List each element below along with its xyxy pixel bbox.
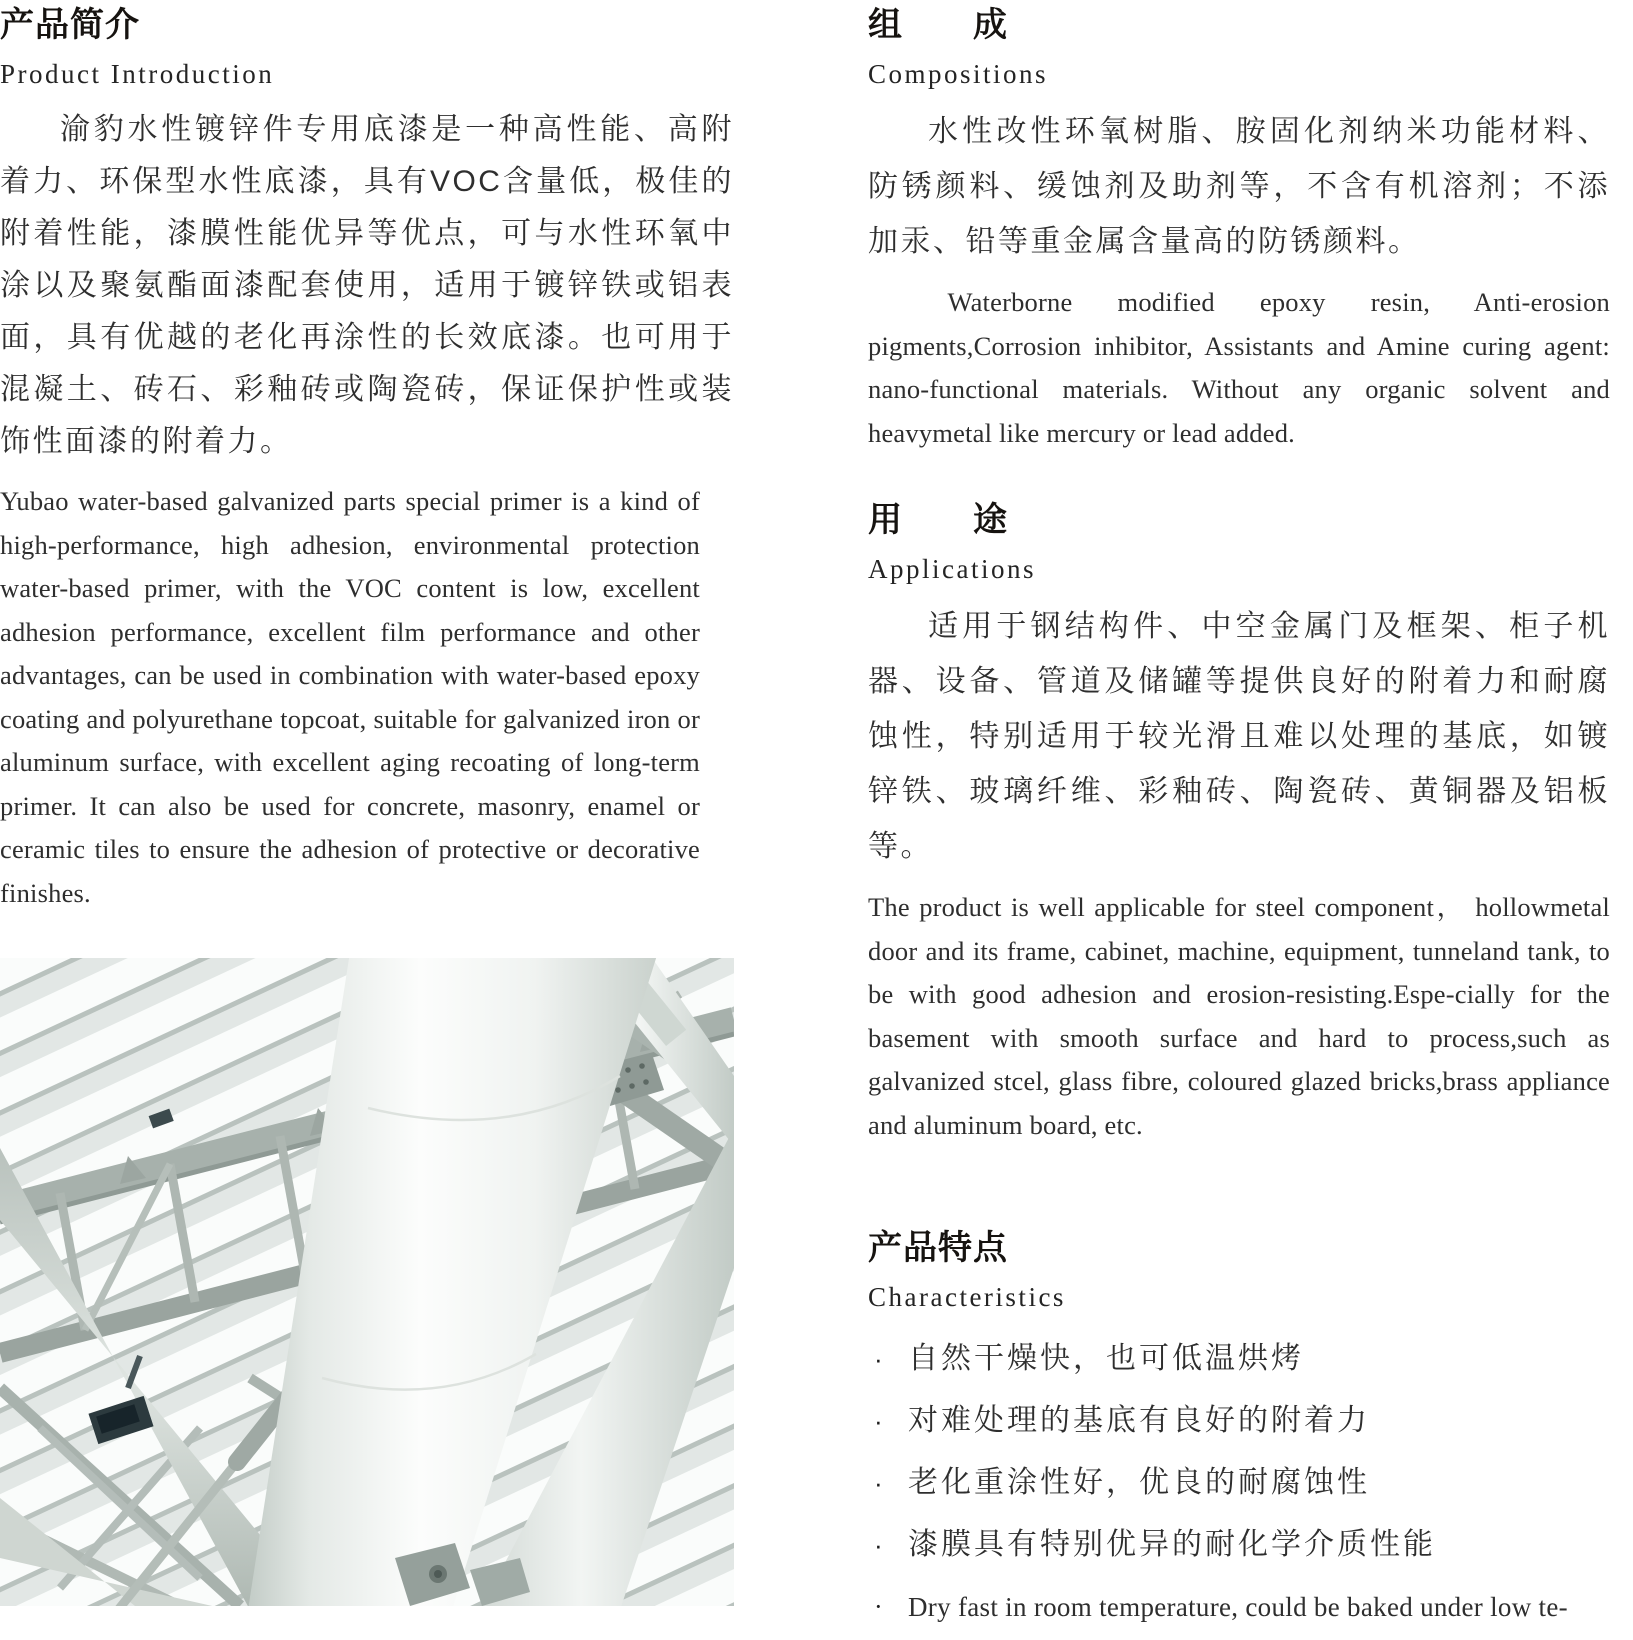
left-column [0,6,734,915]
section-applications [868,501,1610,1147]
characteristic-text: 对难处理的基底有良好的附着力 [908,1404,1370,1438]
characteristic-item [868,1403,1610,1439]
bullet-icon: · [874,1530,886,1561]
compositions-body-en: Waterborne modified epoxy resin, Anti-erosion pigments,Corrosion inhibitor, Assistants and Amine curing agent: nano-functional materials. Without any organic solvent and heavymetal like mercury or lead added. [868,287,1610,448]
characteristic-text: 漆膜具有特别优异的耐化学介质性能 [908,1528,1436,1562]
section-product-introduction [0,6,734,915]
bullet-icon: · [874,1468,886,1499]
compositions-heading-zh: 组 成 [868,6,1008,44]
intro-heading-en: Product Introduction [0,59,275,90]
characteristics-heading-zh: 产品特点 [868,1229,1008,1268]
characteristic-text: 自然干燥快，也可低温烘烤 [908,1342,1304,1376]
characteristic-item [868,1589,1610,1625]
bullet-icon: · [874,1344,886,1375]
bullet-icon: · [874,1406,886,1437]
characteristic-text: Dry fast in room temperature, could be baked under low te- [908,1592,1568,1623]
characteristic-text: 老化重涂性好，优良的耐腐蚀性 [908,1466,1370,1500]
intro-heading-zh: 产品简介 [0,6,140,44]
characteristics-list [868,1341,1610,1625]
steel-roof-structure-photo [0,958,734,1606]
characteristic-item [868,1341,1610,1377]
compositions-heading-en: Compositions [868,59,1049,90]
characteristic-item [868,1465,1610,1501]
applications-heading-zh: 用 途 [868,501,1008,540]
applications-body-en: The product is well applicable for steel component， hollowmetal door and its frame, cabinet, machine, equipment, tunneland tank, to be with good adhesion and erosion-resisting.Espe-cially for the basement with smooth surface and hard to process,such as galvanized stcel, glass fibre, coloured glazed bricks,brass appliance and aluminum board, etc. [868,892,1610,1140]
section-compositions [868,6,1610,455]
compositions-body-zh: 水性改性环氧树脂、胺固化剂纳米功能材料、防锈颜料、缓蚀剂及助剂等，不含有机溶剂；不添加汞、铅等重金属含量高的防锈颜料。 [868,115,1610,259]
right-column [868,6,1610,1625]
characteristic-item [868,1527,1610,1563]
applications-body-zh: 适用于钢结构件、中空金属门及框架、柜子机器、设备、管道及储罐等提供良好的附着力和耐腐蚀性，特别适用于较光滑且难以处理的基底，如镀锌铁、玻璃纤维、彩釉砖、陶瓷砖、黄铜器及铝板等。 [868,610,1610,864]
intro-body-zh: 渝豹水性镀锌件专用底漆是一种高性能、高附着力、环保型水性底漆，具有VOC含量低，极佳的附着性能，漆膜性能优异等优点，可与水性环氧中涂以及聚氨酯面漆配套使用，适用于镀锌铁或铝表面，具有优越的老化再涂性的长效底漆。也可用于混凝土、砖石、彩釉砖或陶瓷砖，保证保护性或装饰性面漆的附着力。 [0,113,734,459]
characteristics-heading-en: Characteristics [868,1282,1066,1313]
applications-heading-en: Applications [868,554,1036,585]
bullet-icon: · [874,1592,883,1622]
intro-body-en: Yubao water-based galvanized parts special primer is a kind of high-performance, high adhesion, environmental protection water-based primer, with the VOC content is low, excellent adhesion performance, excellent film performance and other advantages, can be used in combination with water-based epoxy coating and polyurethane topcoat, suitable for galvanized iron or aluminum surface, with excellent aging recoating of long-term primer. It can also be used for concrete, masonry, enamel or ceramic tiles to ensure the adhesion of protective or decorative finishes. [0,486,700,908]
section-characteristics [868,1229,1610,1625]
